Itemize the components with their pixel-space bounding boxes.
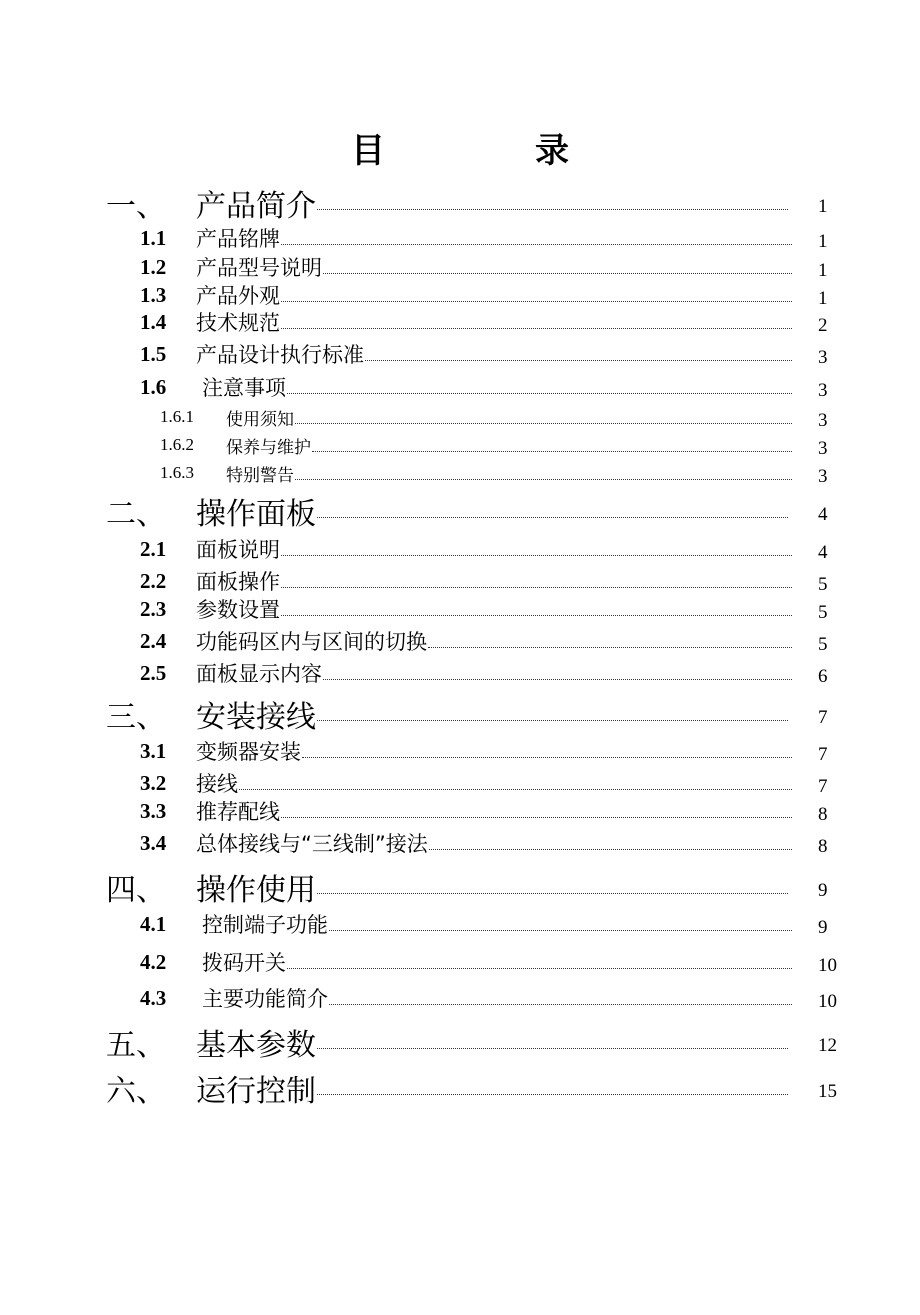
toc-entry[interactable] [0, 183, 920, 223]
toc-entry-label: 产品简介 [196, 189, 316, 224]
toc-leader-dots [317, 517, 788, 518]
toc-entry-number: 3.1 [140, 738, 167, 763]
toc-entry-number: 4.1 [140, 911, 167, 936]
toc-entry-page: 2 [818, 315, 828, 336]
toc-entry[interactable] [0, 978, 920, 1018]
toc-leader-dots [323, 679, 792, 680]
toc-leader-dots [287, 968, 792, 969]
toc-entry-page: 8 [818, 836, 828, 857]
toc-entry-number: 2.2 [140, 568, 167, 593]
page-title: 目 录 [351, 131, 627, 171]
toc-leader-dots [329, 1004, 792, 1005]
toc-leader-dots [239, 789, 792, 790]
toc-leader-dots [317, 720, 788, 721]
toc-entry-label: 使用须知 [226, 409, 294, 430]
toc-entry-label: 变频器安装 [196, 740, 301, 764]
toc-entry-label: 产品型号说明 [196, 256, 322, 280]
toc-entry[interactable] [0, 867, 920, 907]
toc-leader-dots [281, 587, 792, 588]
toc-entry-page: 4 [818, 504, 828, 525]
toc-leader-dots [281, 817, 792, 818]
toc-entry[interactable] [0, 653, 920, 693]
toc-entry-label: 产品外观 [196, 284, 280, 308]
toc-entry-number: 4.2 [140, 949, 167, 974]
toc-entry-label: 面板说明 [196, 538, 280, 562]
toc-leader-dots [281, 555, 792, 556]
toc-entry[interactable] [0, 1068, 920, 1108]
toc-entry-number: 4.3 [140, 985, 167, 1010]
toc-entry[interactable] [0, 491, 920, 531]
toc-entry-page: 3 [818, 466, 828, 487]
toc-entry[interactable] [0, 453, 920, 493]
toc-entry-label: 技术规范 [196, 311, 280, 335]
toc-leader-dots [281, 615, 792, 616]
toc-leader-dots [295, 423, 792, 424]
toc-entry-page: 5 [818, 634, 828, 655]
toc-entry-number: 一、 [106, 189, 166, 224]
toc-entry-label: 拨码开关 [202, 951, 286, 975]
toc-entry-page: 10 [818, 991, 837, 1012]
toc-entry-number: 2.1 [140, 536, 167, 561]
toc-entry-number: 1.6 [140, 374, 167, 399]
toc-entry-number: 1.2 [140, 254, 167, 279]
toc-entry-label: 接线 [196, 772, 238, 796]
toc-entry-page: 3 [818, 347, 828, 368]
toc-entry-number: 1.6.2 [160, 435, 194, 454]
toc-entry-number: 1.6.1 [160, 407, 194, 426]
toc-entry-page: 12 [818, 1035, 837, 1056]
toc-entry-label: 面板操作 [196, 570, 280, 594]
toc-leader-dots [428, 647, 792, 648]
toc-entry-number: 六、 [106, 1074, 166, 1109]
toc-entry[interactable] [0, 694, 920, 734]
toc-entry-label: 面板显示内容 [196, 662, 322, 686]
toc-entry-page: 7 [818, 707, 828, 728]
toc-entry-number: 五、 [106, 1028, 166, 1063]
toc-entry-number: 二、 [106, 497, 166, 532]
toc-entry[interactable] [0, 1022, 920, 1062]
toc-entry-number: 3.3 [140, 798, 167, 823]
toc-leader-dots [302, 757, 792, 758]
toc-entry-number: 1.5 [140, 341, 167, 366]
toc-entry-page: 4 [818, 542, 828, 563]
toc-leader-dots [323, 273, 792, 274]
toc-leader-dots [429, 849, 792, 850]
toc-entry-page: 1 [818, 196, 828, 217]
toc-entry-page: 3 [818, 410, 828, 431]
toc-entry-page: 9 [818, 880, 828, 901]
toc-leader-dots [317, 1048, 788, 1049]
toc-leader-dots [365, 360, 792, 361]
toc-entry-page: 15 [818, 1081, 837, 1102]
toc-entry-number: 3.4 [140, 830, 167, 855]
toc-entry-label: 功能码区内与区间的切换 [196, 630, 427, 654]
toc-entry-label: 总体接线与“三线制”接法 [196, 832, 428, 856]
toc-entry-page: 5 [818, 574, 828, 595]
toc-entry-label: 注意事项 [202, 376, 286, 400]
toc-entry-number: 三、 [106, 700, 166, 735]
toc-leader-dots [317, 209, 788, 210]
toc-entry-label: 保养与维护 [226, 437, 311, 458]
toc-leader-dots [281, 328, 792, 329]
toc-leader-dots [281, 244, 792, 245]
toc-entry-label: 推荐配线 [196, 800, 280, 824]
toc-entry-label: 控制端子功能 [202, 913, 328, 937]
toc-entry-number: 四、 [106, 873, 166, 908]
toc-entry-label: 操作使用 [196, 873, 316, 908]
toc-entry-page: 7 [818, 776, 828, 797]
toc-entry-number: 1.6.3 [160, 463, 194, 482]
toc-entry-label: 产品设计执行标准 [196, 343, 364, 367]
toc-entry-number: 2.3 [140, 596, 167, 621]
toc-leader-dots [317, 893, 788, 894]
toc-leader-dots [317, 1094, 788, 1095]
toc-entry-page: 7 [818, 744, 828, 765]
toc-entry-label: 特别警告 [226, 465, 294, 486]
toc-leader-dots [329, 930, 792, 931]
toc-entry-page: 3 [818, 438, 828, 459]
toc-entry-label: 基本参数 [196, 1028, 316, 1063]
toc-entry[interactable] [0, 904, 920, 944]
toc-leader-dots [287, 393, 792, 394]
toc-entry-page: 1 [818, 288, 828, 309]
toc-entry-page: 6 [818, 666, 828, 687]
toc-entry-label: 安装接线 [196, 700, 316, 735]
toc-entry-number: 1.3 [140, 282, 167, 307]
toc-entry-page: 1 [818, 231, 828, 252]
toc-entry[interactable] [0, 942, 920, 982]
toc-entry-page: 1 [818, 260, 828, 281]
toc-entry-number: 2.5 [140, 660, 167, 685]
toc-entry[interactable] [0, 823, 920, 863]
toc-entry-number: 2.4 [140, 628, 167, 653]
toc-entry-label: 操作面板 [196, 497, 316, 532]
toc-entry-page: 5 [818, 602, 828, 623]
toc-entry-page: 10 [818, 955, 837, 976]
toc-entry-number: 1.1 [140, 225, 167, 250]
toc-entry-page: 9 [818, 917, 828, 938]
toc-leader-dots [295, 479, 792, 480]
toc-entry-label: 参数设置 [196, 598, 280, 622]
toc-entry-label: 运行控制 [196, 1074, 316, 1109]
toc-entry-label: 主要功能简介 [202, 987, 328, 1011]
toc-entry-number: 1.4 [140, 309, 167, 334]
toc-leader-dots [312, 451, 792, 452]
toc-entry-label: 产品铭牌 [196, 227, 280, 251]
toc-entry-page: 8 [818, 804, 828, 825]
toc-entry-number: 3.2 [140, 770, 167, 795]
toc-entry-page: 3 [818, 380, 828, 401]
